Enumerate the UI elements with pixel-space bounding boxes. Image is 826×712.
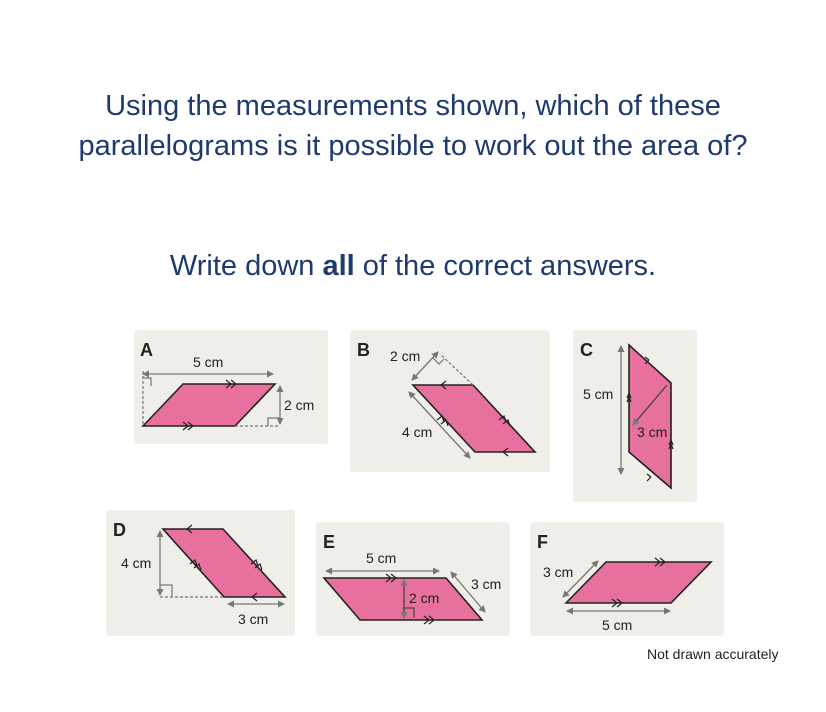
instruction-before: Write down bbox=[169, 250, 323, 282]
figure-e-label-height: 2 cm bbox=[409, 590, 440, 606]
not-drawn-accurately-note: Not drawn accurately bbox=[647, 646, 779, 662]
figure-f-letter: F bbox=[537, 532, 548, 552]
figure-a-letter: A bbox=[140, 340, 153, 360]
figure-e-label-side: 3 cm bbox=[471, 576, 502, 592]
figure-a-label-length: 5 cm bbox=[193, 354, 224, 370]
instruction-after: of the correct answers. bbox=[354, 250, 657, 282]
figure-a[interactable] bbox=[134, 330, 328, 444]
figure-c-label-height: 3 cm bbox=[637, 424, 668, 440]
figure-b-letter: B bbox=[357, 340, 370, 360]
figure-c-letter: C bbox=[580, 340, 593, 360]
figure-d[interactable] bbox=[106, 510, 295, 636]
figure-f-label-base: 5 cm bbox=[602, 617, 633, 633]
figure-a-label-height: 2 cm bbox=[284, 397, 315, 413]
figure-c-label-length: 5 cm bbox=[583, 386, 614, 402]
figure-f[interactable] bbox=[530, 522, 724, 636]
figure-d-letter: D bbox=[113, 520, 126, 540]
figure-d-label-base: 3 cm bbox=[238, 611, 269, 627]
figure-f-label-side: 3 cm bbox=[543, 564, 574, 580]
question-text: Using the measurements shown, which of these parallelograms is it possible to work out the area of? bbox=[78, 90, 748, 162]
figure-c[interactable] bbox=[573, 330, 697, 502]
figure-b-label-side: 4 cm bbox=[402, 424, 433, 440]
figure-e-letter: E bbox=[323, 532, 336, 552]
figure-d-label-height: 4 cm bbox=[121, 555, 152, 571]
figure-b[interactable] bbox=[350, 330, 550, 472]
figure-e[interactable] bbox=[316, 522, 510, 636]
figure-e-label-length: 5 cm bbox=[366, 550, 397, 566]
instruction-emphasis: all bbox=[322, 250, 355, 282]
figure-b-label-height: 2 cm bbox=[390, 348, 421, 364]
